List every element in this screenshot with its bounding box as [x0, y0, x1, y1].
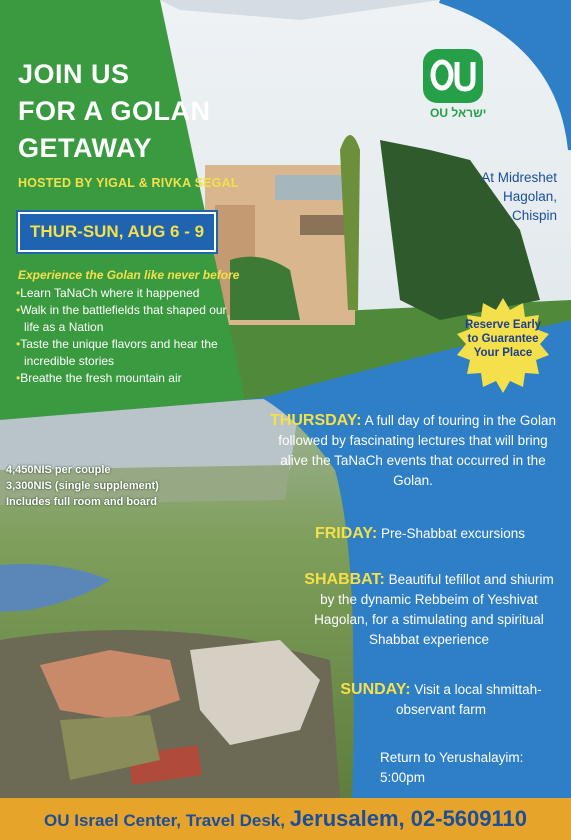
headline-line-2: FOR A GOLAN	[18, 96, 211, 126]
list-item: •Walk in the battlefields that shaped our life as a Nation	[16, 303, 227, 334]
ou-israel-wordmark: OU ישראל	[430, 106, 487, 120]
day-description: Pre-Shabbat excursions	[377, 526, 526, 541]
price-includes: Includes full room and board	[6, 496, 157, 508]
price-couple: 4,450NIS per couple	[6, 464, 111, 476]
list-item: •Learn TaNaCh where it happened	[16, 286, 200, 300]
reserve-badge-text: Reserve Early to Guarantee Your Place	[464, 319, 542, 359]
footer-phone: 02-5609110	[410, 806, 527, 831]
day-description: Beautiful tefillot and shiurim by the dynamic Rebbeim of Yeshivat Hagolan, for a stimulating and spiritual Shabbat experience	[314, 572, 554, 647]
day-description: A full day of touring in the Golan followed by fascinating lectures that will bring alive the TaNaCh events that occurred in the Golan.	[278, 413, 556, 488]
footer-contact	[0, 798, 571, 840]
return-text: Return to Yerushalayim: 5:00pm	[380, 750, 524, 785]
date-box: THUR-SUN, AUG 6 - 9	[18, 212, 216, 252]
day-label: FRIDAY:	[314, 525, 378, 542]
headline-line-3: GETAWAY	[18, 133, 153, 163]
day-description: Visit a local shmittah-observant farm	[395, 682, 542, 717]
headline-line-1: JOIN US	[18, 59, 130, 89]
ou-logo-icon	[422, 48, 484, 104]
list-item: •Breathe the fresh mountain air	[16, 371, 182, 385]
schedule-shabbat	[298, 570, 560, 650]
day-label: SHABBAT:	[304, 571, 385, 588]
headline	[18, 56, 218, 167]
intro-bullets	[16, 285, 241, 387]
intro-heading: Experience the Golan like never before	[18, 268, 240, 282]
price-info	[6, 462, 171, 510]
schedule-friday	[280, 524, 560, 544]
footer-city: Jerusalem,	[289, 806, 411, 831]
hosts-line: HOSTED BY YIGAL & RIVKA SEGAL	[18, 176, 239, 190]
day-label: SUNDAY:	[340, 681, 411, 698]
price-single: 3,300NIS (single supplement)	[6, 480, 159, 492]
schedule-thursday	[268, 411, 558, 491]
location-text: At Midreshet Hagolan, Chispin	[481, 170, 557, 223]
schedule-sunday	[330, 680, 552, 720]
day-label: THURSDAY:	[270, 412, 362, 429]
footer-office: OU Israel Center, Travel Desk,	[44, 811, 290, 830]
list-item: •Taste the unique flavors and hear the incredible stories	[16, 337, 218, 368]
